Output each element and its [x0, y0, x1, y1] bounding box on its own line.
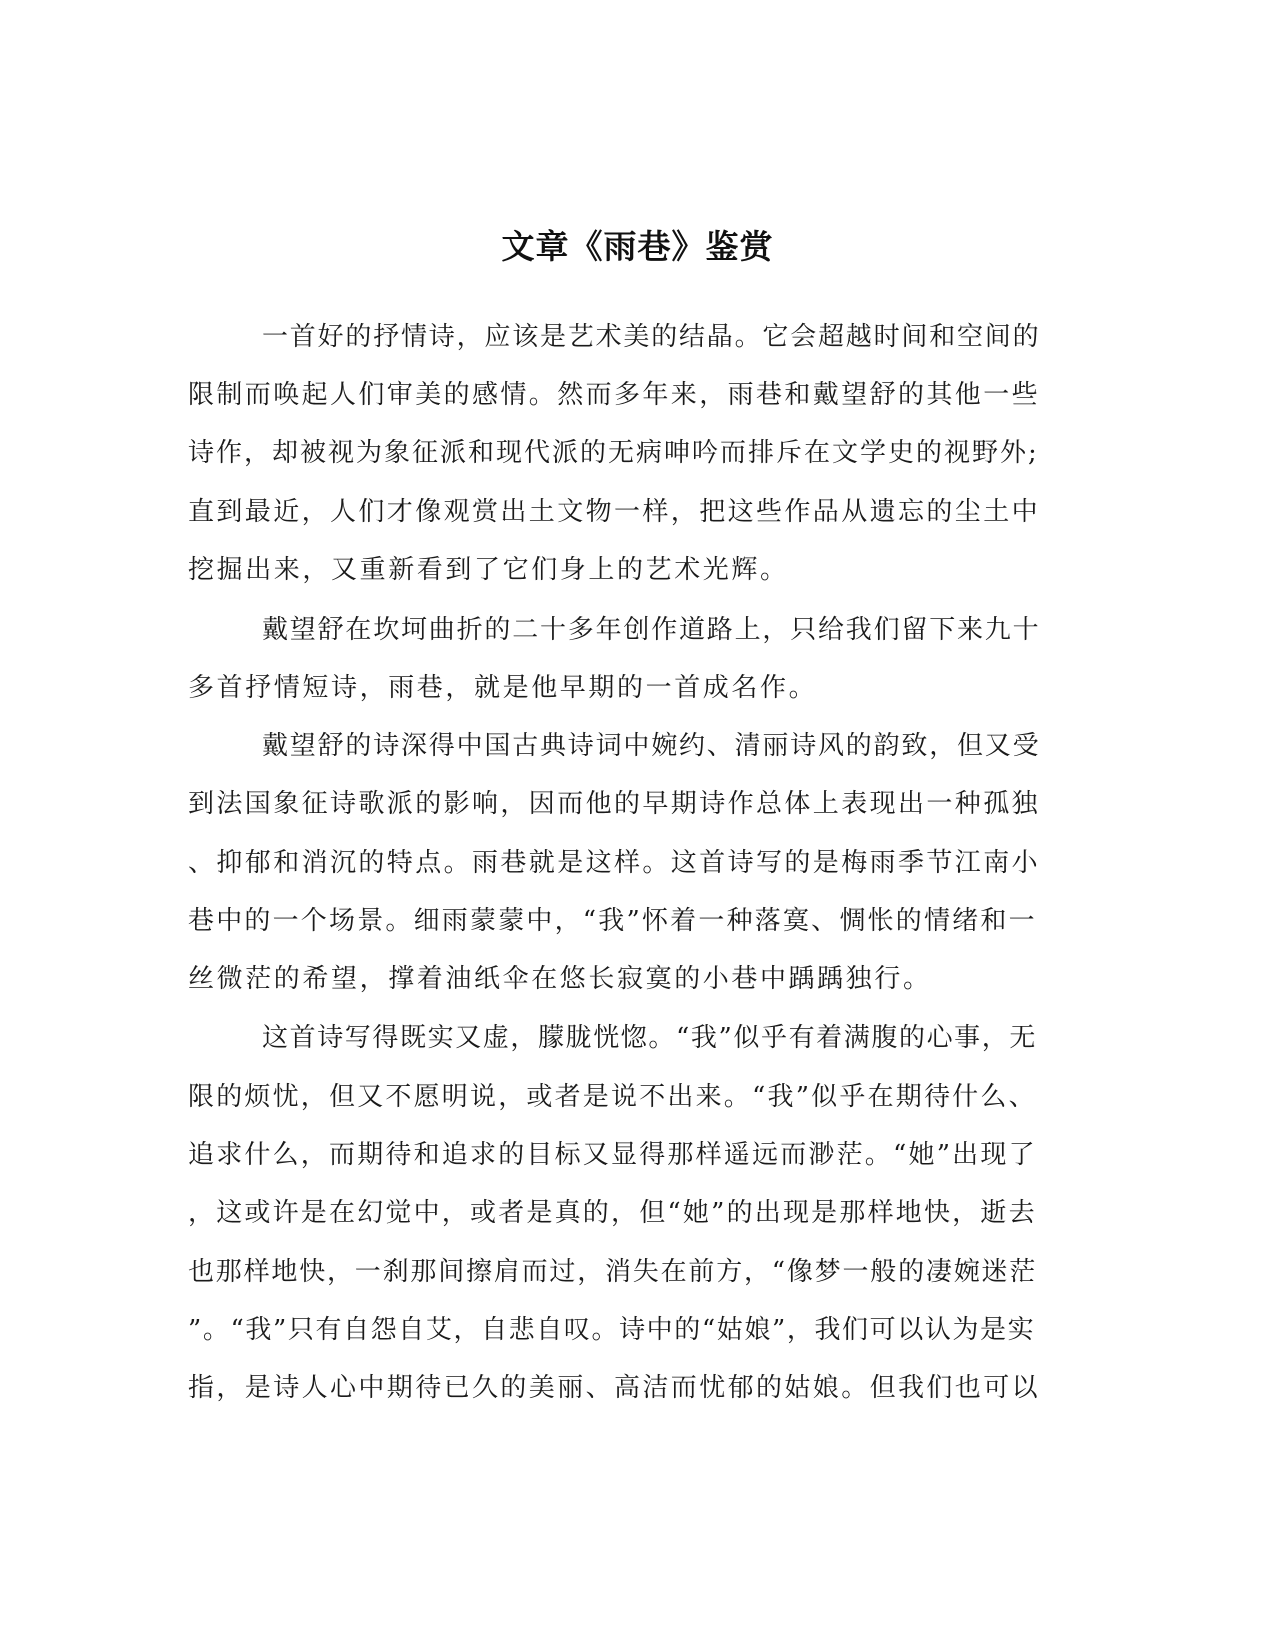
paragraph-3-line-4: 巷中的一个场景。细雨蒙蒙中，“我”怀着一种落寞、惆怅的情绪和一: [188, 906, 1037, 936]
paragraph-4-line-5: 也那样地快，一刹那间擦肩而过，消失在前方，“像梦一般的凄婉迷茫: [188, 1257, 1038, 1287]
paragraph-4-line-3: 追求什么，而期待和追求的目标又显得那样遥远而渺茫。“她”出现了: [188, 1140, 1037, 1170]
paragraph-2-line-1: 戴望舒在坎坷曲折的二十多年创作道路上，只给我们留下来九十: [262, 615, 1041, 645]
paragraph-4-line-2: 限的烦忧，但又不愿明说，或者是说不出来。“我”似乎在期待什么、: [188, 1082, 1037, 1112]
paragraph-4-line-1: 这首诗写得既实又虚，朦胧恍惚。“我”似乎有着满腹的心事，无: [262, 1023, 1037, 1053]
paragraph-1-line-3: 诗作，却被视为象征派和现代派的无病呻吟而排斥在文学史的视野外;: [188, 438, 1039, 468]
paragraph-1-line-2: 限制而唤起人们审美的感情。然而多年来，雨巷和戴望舒的其他一些: [188, 380, 1041, 410]
paragraph-3-line-5: 丝微茫的希望，撑着油纸伞在悠长寂寞的小巷中踽踽独行。: [188, 964, 932, 994]
paragraph-1-line-4: 直到最近，人们才像观赏出土文物一样，把这些作品从遗忘的尘土中: [188, 497, 1041, 527]
document-title: 文章《雨巷》鉴赏: [501, 227, 774, 267]
paragraph-4-line-4: ，这或许是在幻觉中，或者是真的，但“她”的出现是那样地快，逝去: [188, 1198, 1037, 1228]
paragraph-4-line-6: ”。“我”只有自怨自艾，自悲自叹。诗中的“姑娘”，我们可以认为是实: [188, 1315, 1036, 1345]
paragraph-4-line-7: 指，是诗人心中期待已久的美丽、高洁而忧郁的姑娘。但我们也可以: [188, 1373, 1041, 1403]
paragraph-1-line-5: 挖掘出来，又重新看到了它们身上的艺术光辉。: [188, 555, 789, 585]
paragraph-2-line-2: 多首抒情短诗，雨巷，就是他早期的一首成名作。: [188, 673, 818, 703]
paragraph-1-line-1: 一首好的抒情诗，应该是艺术美的结晶。它会超越时间和空间的: [262, 322, 1041, 352]
paragraph-3-line-3: 、抑郁和消沉的特点。雨巷就是这样。这首诗写的是梅雨季节江南小: [188, 848, 1041, 878]
paragraph-3-line-2: 到法国象征诗歌派的影响，因而他的早期诗作总体上表现出一种孤独: [188, 789, 1041, 819]
paragraph-3-line-1: 戴望舒的诗深得中国古典诗词中婉约、清丽诗风的韵致，但又受: [262, 731, 1041, 761]
